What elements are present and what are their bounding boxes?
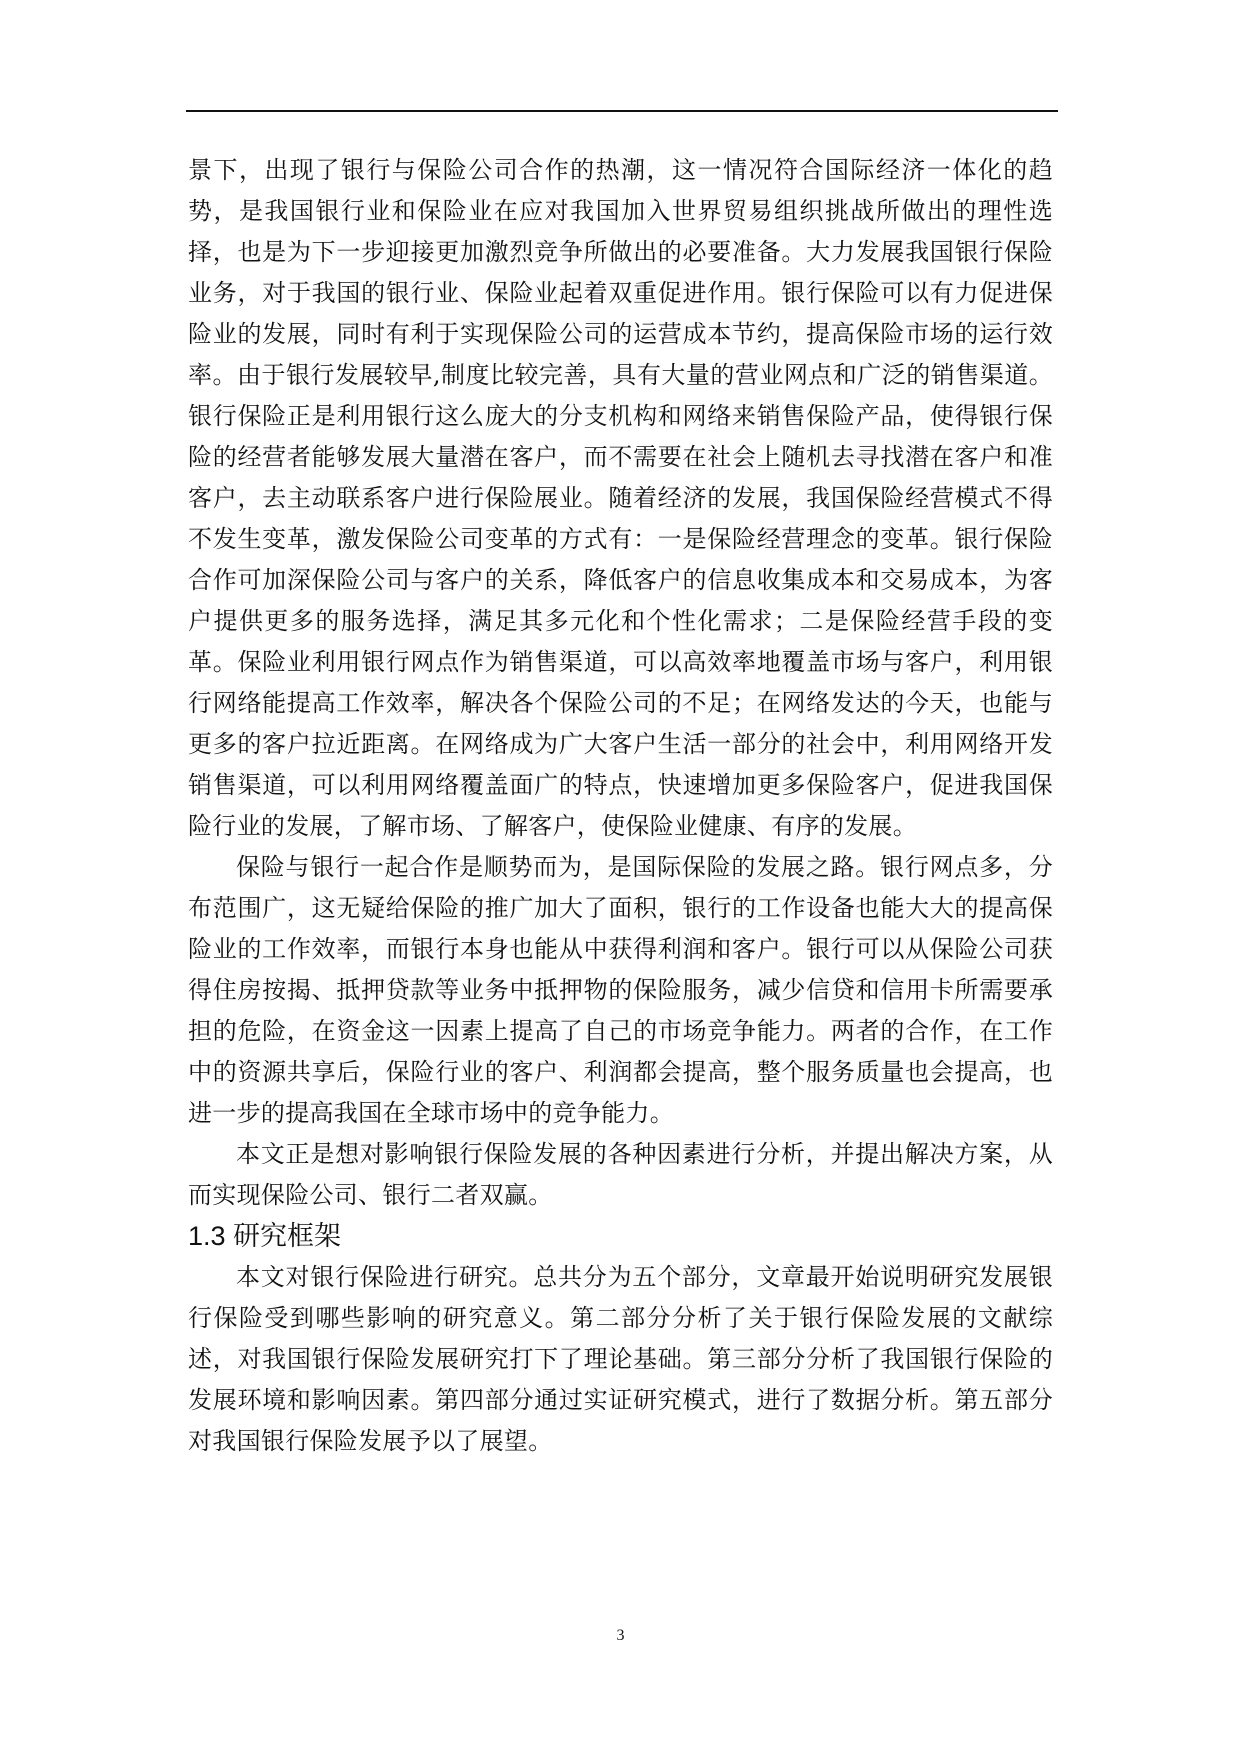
page-number: 3 bbox=[616, 1627, 625, 1644]
section-paragraph-1: 本文对银行保险进行研究。总共分为五个部分，文章最开始说明研究发展银行保险受到哪些影响的研究意义。第二部分分析了关于银行保险发展的文献综述，对我国银行保险发展研究打下了理论基础。第三部分分析了我国银行保险的发展环境和影响因素。第四部分通过实证研究模式，进行了数据分析。第五部分对我国银行保险发展予以了展望。 bbox=[188, 1263, 1053, 1455]
paragraph-3: 本文正是想对影响银行保险发展的各种因素进行分析，并提出解决方案，从而实现保险公司、银行二者双赢。 bbox=[188, 1140, 1053, 1209]
header-rule bbox=[186, 110, 1058, 112]
body-text bbox=[188, 150, 1053, 1462]
paragraph-2: 保险与银行一起合作是顺势而为，是国际保险的发展之路。银行网点多，分布范围广，这无疑给保险的推广加大了面积，银行的工作设备也能大大的提高保险业的工作效率，而银行本身也能从中获得利润和客户。银行可以从保险公司获得住房按揭、抵押贷款等业务中抵押物的保险服务，减少信贷和信用卡所需要承担的危险，在资金这一因素上提高了自己的市场竞争能力。两者的合作，在工作中的资源共享后，保险行业的客户、利润都会提高，整个服务质量也会提高，也进一步的提高我国在全球市场中的竞争能力。 bbox=[188, 853, 1053, 1127]
section-heading: 1.3 研究框架 bbox=[188, 1221, 342, 1251]
paragraph-1: 景下，出现了银行与保险公司合作的热潮，这一情况符合国际经济一体化的趋势，是我国银行业和保险业在应对我国加入世界贸易组织挑战所做出的理性选择，也是为下一步迎接更加激烈竞争所做出的必要准备。大力发展我国银行保险业务，对于我国的银行业、保险业起着双重促进作用。银行保险可以有力促进保险业的发展，同时有利于实现保险公司的运营成本节约，提高保险市场的运行效率。由于银行发展较早,制度比较完善，具有大量的营业网点和广泛的销售渠道。银行保险正是利用银行这么庞大的分支机构和网络来销售保险产品，使得银行保险的经营者能够发展大量潜在客户，而不需要在社会上随机去寻找潜在客户和准客户，去主动联系客户进行保险展业。随着经济的发展，我国保险经营模式不得不发生变革，激发保险公司变革的方式有：一是保险经营理念的变革。银行保险合作可加深保险公司与客户的关系，降低客户的信息收集成本和交易成本，为客户提供更多的服务选择，满足其多元化和个性化需求；二是保险经营手段的变革。保险业利用银行网点作为销售渠道，可以高效率地覆盖市场与客户，利用银行网络能提高工作效率，解决各个保险公司的不足；在网络发达的今天，也能与更多的客户拉近距离。在网络成为广大客户生活一部分的社会中，利用网络开发销售渠道，可以利用网络覆盖面广的特点，快速增加更多保险客户，促进我国保险行业的发展，了解市场、了解客户，使保险业健康、有序的发展。 bbox=[188, 156, 1053, 840]
